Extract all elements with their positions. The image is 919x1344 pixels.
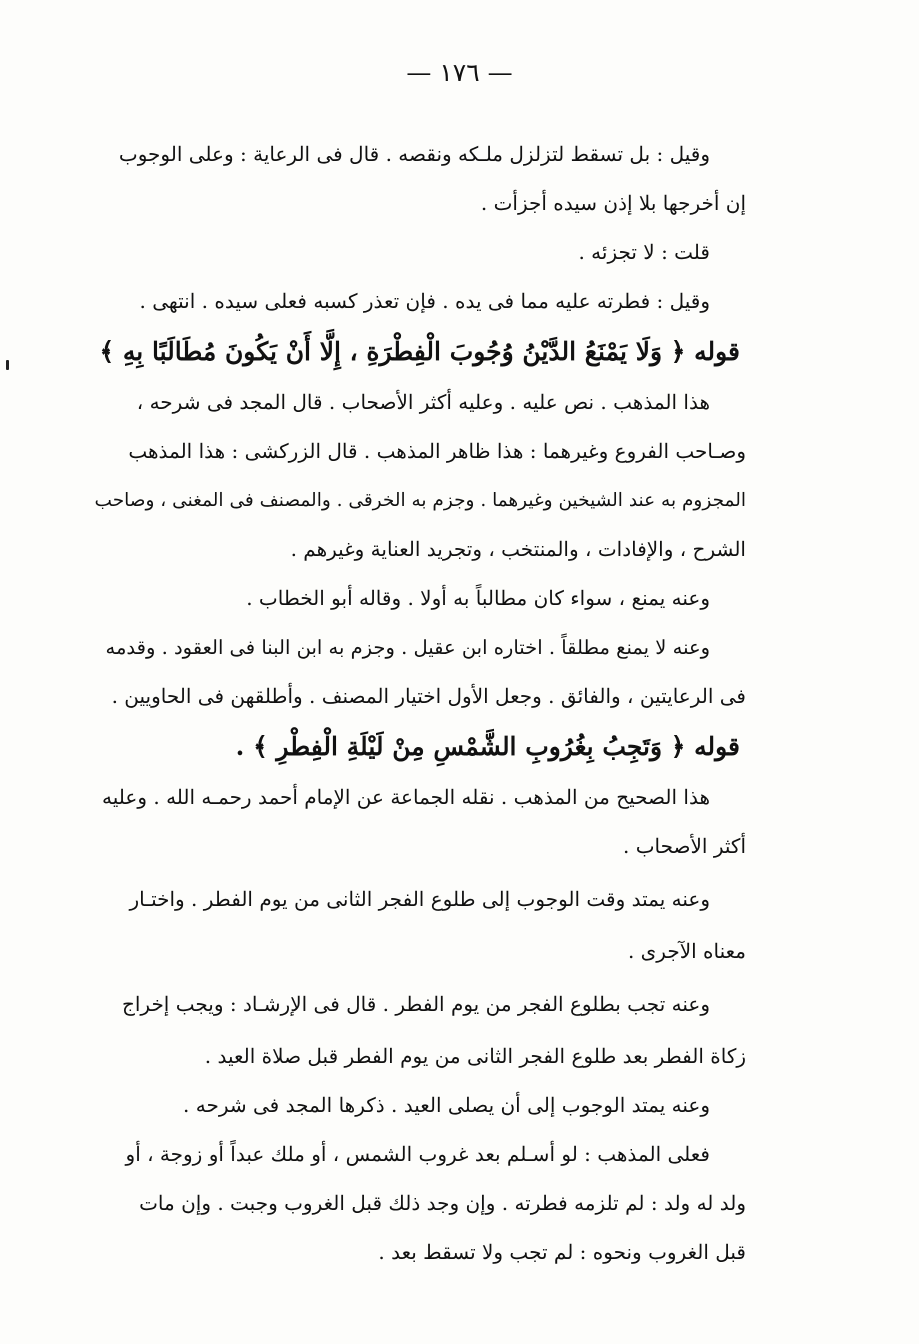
- text-line: وقيل : فطرته عليه مما فى يده . فإن تعذر كسبه فعلى سيده . انتهى .: [139, 289, 710, 313]
- text-line: إن أخرجها بلا إذن سيده أجزأت .: [480, 191, 746, 215]
- text-line: فعلى المذهب : لو أسـلم بعد غروب الشمس ، أو ملك عبداً أو زوجة ، أو: [125, 1142, 710, 1166]
- text-line: أكثر الأصحاب .: [623, 834, 746, 858]
- page-number: — ١٧٦ —: [406, 58, 513, 87]
- text-line: قبل الغروب ونحوه : لم تجب ولا تسقط بعد .: [378, 1240, 746, 1264]
- text-line: وعنه تجب بطلوع الفجر من يوم الفطر . قال فى الإرشـاد : ويجب إخراج: [121, 992, 710, 1016]
- text-line: هذا الصحيح من المذهب . نقله الجماعة عن الإمام أحمد رحمـه الله . وعليه: [102, 785, 710, 809]
- text-line: وعنه يمتد وقت الوجوب إلى طلوع الفجر الثانى من يوم الفطر . واختـار: [129, 887, 710, 911]
- text-body: [94, 130, 746, 1277]
- margin-mark: [6, 360, 9, 370]
- text-line: وعنه لا يمنع مطلقاً . اختاره ابن عقيل . وجزم به ابن البنا فى العقود . وقدمه: [105, 636, 710, 659]
- text-line: وقيل : بل تسقط لتزلزل ملـكه ونقصه . قال فى الرعاية : وعلى الوجوب: [118, 142, 710, 166]
- text-line: ولد له ولد : لم تلزمه فطرته . وإن وجد ذلك قبل الغروب وجبت . وإن مات: [139, 1191, 746, 1215]
- text-line: فى الرعايتين ، والفائق . وجعل الأول اختيار المصنف . وأطلقهن فى الحاويين .: [111, 684, 746, 708]
- text-line: وعنه يمنع ، سواء كان مطالباً به أولا . وقاله أبو الخطاب .: [246, 586, 710, 610]
- text-line: زكاة الفطر بعد طلوع الفجر الثانى من يوم الفطر قبل صلاة العيد .: [204, 1044, 746, 1068]
- section-heading: قوله ﴿ وَتَجِبُ بِغُرُوبِ الشَّمْسِ مِنْ لَيْلَةِ الْفِطْرِ ﴾ .: [235, 732, 740, 761]
- text-line: وصـاحب الفروع وغيرهما : هذا ظاهر المذهب . قال الزركشى : هذا المذهب: [128, 439, 746, 463]
- text-line: معناه الآجرى .: [627, 939, 746, 963]
- text-line: المجزوم به عند الشيخين وغيرهما . وجزم به الخرقى . والمصنف فى المغنى ، وصاحب: [94, 490, 746, 511]
- text-line: الشرح ، والإفادات ، والمنتخب ، وتجريد العناية وغيرهم .: [290, 537, 746, 561]
- text-line: قلت : لا تجزئه .: [578, 240, 710, 264]
- section-heading: قوله ﴿ وَلَا يَمْنَعُ الدَّيْنُ وُجُوبَ الْفِطْرَةِ ، إِلَّا أَنْ يَكُونَ مُطَالَبًا بِهِ ﴾: [99, 337, 740, 366]
- text-line: هذا المذهب . نص عليه . وعليه أكثر الأصحاب . قال المجد فى شرحه ،: [136, 390, 710, 414]
- text-line: وعنه يمتد الوجوب إلى أن يصلى العيد . ذكرها المجد فى شرحه .: [183, 1093, 710, 1117]
